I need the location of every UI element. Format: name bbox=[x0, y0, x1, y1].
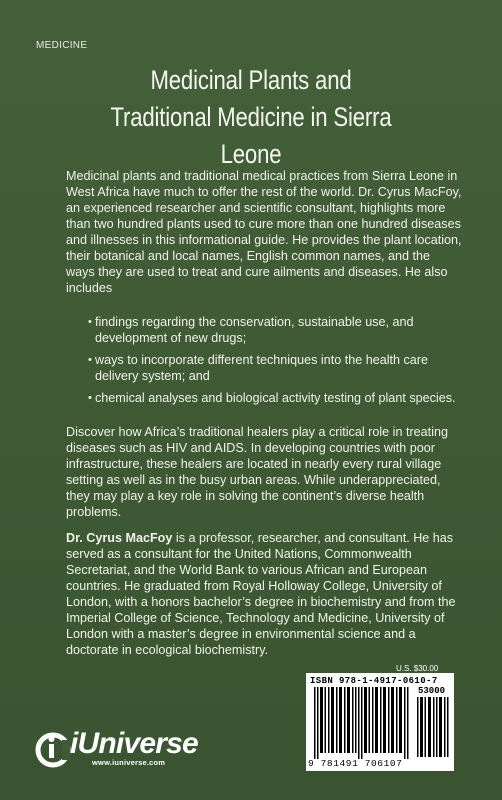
title-line-2: Traditional Medicine in Sierra Leone bbox=[110, 102, 392, 169]
addon-number: 53000 bbox=[418, 686, 446, 696]
publisher-name: iUniverse bbox=[70, 727, 198, 760]
category-label: MEDICINE bbox=[36, 40, 88, 51]
ean-barcode-bars bbox=[310, 687, 412, 759]
book-title bbox=[78, 62, 424, 173]
author-paragraph bbox=[66, 530, 462, 658]
list-item bbox=[66, 390, 462, 406]
list-item-text: findings regarding the conservation, sustainable use, and development of new drugs; bbox=[95, 315, 414, 345]
list-item-text: chemical analyses and biological activity testing of plant species. bbox=[95, 391, 456, 405]
list-item bbox=[66, 352, 462, 384]
ean-digits: 9 781491 706107 bbox=[308, 758, 403, 769]
bullet-icon: • bbox=[88, 392, 92, 404]
discover-paragraph: Discover how Africa’s traditional healers play a critical role in treating diseases such as HIV and AIDS. In developing countries with poor infrastructure, these healers are located in nearly every rural village setting as well as in the busy urban areas. While underappreciated, they may play a key role in solving the continent’s diverse health problems. bbox=[66, 425, 448, 519]
bullet-icon: • bbox=[88, 354, 92, 366]
title-line-1: Medicinal Plants and bbox=[150, 65, 352, 95]
description-body bbox=[66, 168, 462, 668]
bullet-icon: • bbox=[88, 316, 92, 328]
price-label: U.S. $30.00 bbox=[396, 664, 439, 673]
author-name: Dr. Cyrus MacFoy bbox=[66, 531, 173, 545]
isbn-text: ISBN 978-1-4917-0610-7 bbox=[310, 676, 438, 686]
feature-list bbox=[66, 314, 462, 406]
barcode bbox=[306, 673, 454, 771]
addon-barcode-bars bbox=[416, 697, 450, 757]
list-item-text: ways to incorporate different techniques into the health care delivery system; and bbox=[95, 353, 429, 383]
iuniverse-logo-icon bbox=[34, 730, 74, 770]
publisher-url: www.iuniverse.com bbox=[92, 758, 166, 767]
intro-paragraph: Medicinal plants and traditional medical practices from Sierra Leone in West Africa have much to offer the rest of the world. Dr. Cyrus MacFoy, an experienced researcher and scientific consultant, highlights more than two hundred plants used to cure more than one hundred diseases and illnesses in this informational guide. He provides the plant location, their botanical and local names, English common names, and the ways they are used to treat and cure ailments and diseases. He also includes bbox=[66, 169, 462, 295]
list-item bbox=[66, 314, 462, 346]
author-bio: is a professor, researcher, and consultant. He has served as a consultant for the United Nations, Commonwealth Secretariat, and the World Bank to various African and European countries. He graduated from Royal Holloway College, University of London, with a honors bachelor’s degree in biochemistry and from the Imperial College of Science, Technology and Medicine, University of London with a master’s degree in environmental science and a doctorate in ecological biochemistry. bbox=[66, 531, 456, 657]
